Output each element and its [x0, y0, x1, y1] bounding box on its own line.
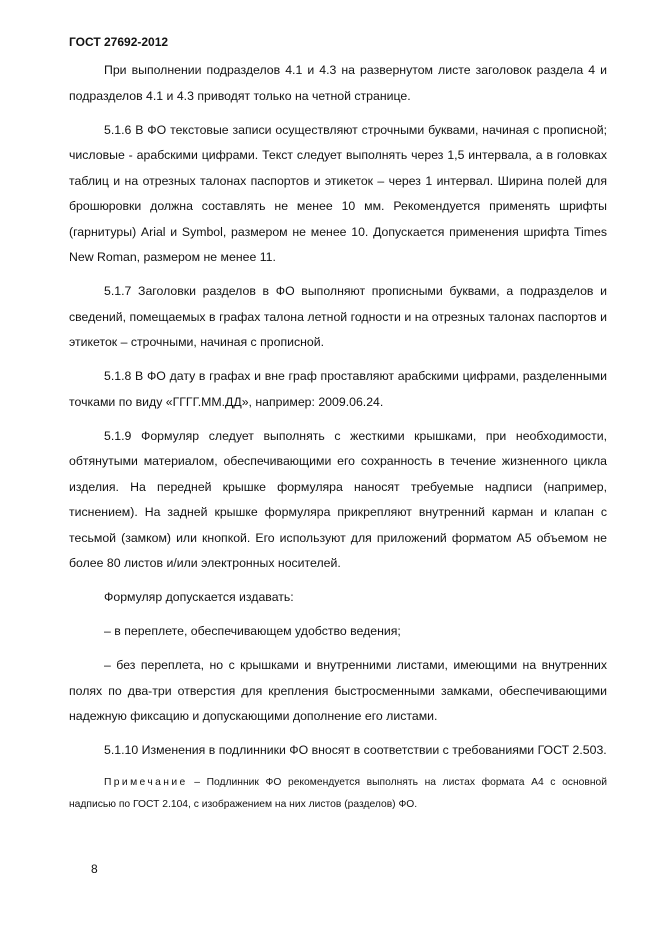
note-label: Примечание	[104, 777, 188, 788]
list-item-unbound: – без переплета, но с крышками и внутренними листами, имеющими на внутренних полях по два-три отверстия для крепления быстросменными замками, обеспечивающими надежную фиксацию и допускающими дополнение его листами.	[69, 658, 607, 723]
note	[69, 772, 607, 816]
clause-5-1-10: 5.1.10 Изменения в подлинники ФО вносят в соответствии с требованиями ГОСТ 2.503.	[104, 743, 607, 757]
paragraph-publishing-options: Формуляр допускается издавать:	[104, 590, 294, 604]
clause-5-1-6: 5.1.6 В ФО текстовые записи осуществляют строчными буквами, начиная с прописной; числовые - арабскими цифрами. Текст следует выполнять через 1,5 интервала, а в головках таблиц и на отрезных талонах паспортов и этикеток – через 1 интервал. Ширина полей для брошюровки должна составлять не менее 10 мм. Рекомендуется применять шрифты (гарнитуры) Arial и Symbol, размером не менее 10. Допускается применения шрифта Times New Roman, размером не менее 11.	[69, 122, 607, 264]
clause-number: 5.1.9	[104, 428, 132, 443]
note-text: – Подлинник ФО рекомендуется выполнять на листах формата А4 с основной надписью по ГОСТ 2.104, с изображением на них листов (разделов) ФО.	[69, 777, 607, 810]
page-number: 8	[91, 862, 98, 876]
clause-5-1-7: 5.1.7 Заголовки разделов в ФО выполняют прописными буквами, а подразделов и сведений, помещаемых в графах талона летной годности и на отрезных талонах паспортов и этикеток – строчными, начиная с прописной.	[69, 284, 607, 349]
paragraph-subsections-layout: При выполнении подразделов 4.1 и 4.3 на развернутом листе заголовок раздела 4 и подразделов 4.1 и 4.3 приводят только на четной странице.	[69, 63, 607, 103]
clause-number: 5.1.6	[104, 122, 132, 137]
clause-number: 5.1.10	[104, 743, 139, 757]
list-item-bound: – в переплете, обеспечивающем удобство ведения;	[104, 624, 401, 638]
document-body	[69, 58, 607, 825]
clause-number: 5.1.7	[104, 284, 132, 298]
clause-number: 5.1.8	[104, 369, 132, 383]
document-header: ГОСТ 27692-2012	[69, 35, 169, 49]
clause-5-1-9: 5.1.9 Формуляр следует выполнять с жесткими крышками, при необходимости, обтянутыми материалом, обеспечивающими его сохранность в течение жизненного цикла изделия. На передней крышке формуляра наносят требуемые надписи (например, тиснением). На задней крышке формуляра прикрепляют внутренний карман и клапан с тесьмой (замком) или кнопкой. Его используют для приложений форматом А5 объемом не более 80 листов и/или электронных носителей.	[69, 428, 607, 570]
clause-5-1-8: 5.1.8 В ФО дату в графах и вне граф проставляют арабскими цифрами, разделенными точками по виду «ГГГГ.ММ.ДД», например: 2009.06.24.	[69, 369, 607, 409]
